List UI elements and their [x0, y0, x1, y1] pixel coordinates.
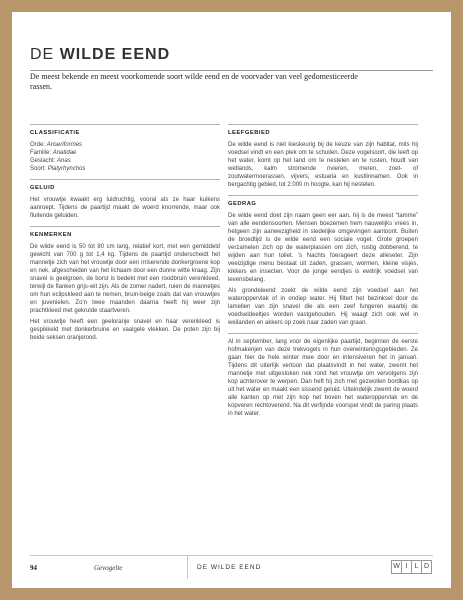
wild-letter: W: [391, 560, 402, 574]
section-divider: [30, 124, 220, 125]
left-column: [30, 124, 220, 348]
section-gedrag: [228, 195, 418, 418]
section-label: LEEFGEBIED: [228, 130, 271, 136]
section-divider: [228, 195, 418, 196]
section-classificatie: [30, 124, 220, 173]
section-leefgebied: [228, 124, 418, 189]
title-main: WILDE EEND: [59, 46, 171, 63]
gedrag-paragraph: Als grondeleend zoekt de wilde eend zijn voedsel aan het wateroppervlak of in ondiep water. Hij filtert het bezinksel door de lamellen van zijn snavel die als een zeef fungeren waarbij de voedseldeeltjes worden vastgehouden. Hij waagt zich ook wel in weilanden en akkers op zoek naar zaden van graan.: [228, 288, 418, 326]
wild-logo: [392, 560, 432, 574]
gedrag-paragraph: Al in september, lang voor de eigenlijke paartijd, beginnen de eerste hofmakerijen van deze trekvogels in hun overwinteringsgebieden. Ze gaan hier de hele winter mee door en intensiveren het in januari. Tijdens dit uiterlijk vertoon dat plaatsvindt in het water, zwemt het mannetje met uitgestoken nek rond het vrouwtje om vervolgens zijn kop achterover te werpen. Dan heft hij zich met gezwollen bordkas op uit het water en maakt een sissend geluid. Uiteindelijk zwemt de woerd alle kanten op met zijn kop net boven het wateroppervlak en de kopveren rechtoverend. Na dit verfijnde voorspel vindt de paring plaats in het water.: [228, 339, 418, 417]
section-label: GELUID: [30, 185, 55, 191]
gedrag-paragraph: De wilde eend doet zijn naam geen eer aan, hij is de meest “tamme” van alle eendensoorten. Mensen boezemen hem nauwelijks vrees in, hetgeen zijn aanwezigheid in stedelijke omgevingen aantoont. Buiten de broedtijd is de wilde eend een sociale vogel. Grote groepen verzamelen zich op de waterplassen om zich, rustig dobberend, te wijden aan hun toilet. ’s Nachts foerageert deze alleseter. Zijn veelzijdige menu bestaat uit zaden, grassen, wormen, kleine visjes, kikkers en insecten. Voor de jonge eendjes is ewitrijk voedsel van levensbelang.: [228, 213, 418, 283]
section-divider: [228, 124, 418, 125]
wild-letter: D: [421, 560, 432, 574]
page-title: [30, 46, 170, 64]
classification-row: Familie: Anatidae: [30, 150, 77, 156]
page-number: 94: [30, 564, 37, 572]
kenmerken-paragraph: De wilde eend is 50 tot 80 cm lang, relatief kort, met een gemiddeld gewicht van 700 g tot 1,4 kg. Tijdens de paartijd onderscheidt het mannetje zich van het vrouwtje door een irriserende donkergroene kop en nek, afgescheiden van het lichaam door een dunne witte kraag. Zijn snavel is geelgroen, de borst is bedekt met een roodbruin verenkleed, terwijl de flanken grijs-wit zijn. Als de zomer nadert, ruien de mannetjes om hun eclipskleed aan te nemen, bruin-beige zoals dat van vrouwtjes en juvenielen. Zo’n twee maanden daarna heeft hij weer zijn prachtkleed met gekrulde staartveren.: [30, 244, 220, 314]
section-label: GEDRAG: [228, 201, 257, 207]
title-divider: [30, 70, 433, 71]
intro-text: De meest bekende en meest voorkomende soort wilde eend en de voorvader van veel gedomesticeerde rassen.: [30, 72, 358, 91]
section-divider: [30, 179, 220, 180]
book-page: [12, 12, 451, 588]
footer-divider: [30, 555, 433, 556]
right-column: [228, 124, 418, 424]
footer-vertical-divider: [187, 555, 188, 579]
classification-row: Geslacht: Anas: [30, 158, 71, 164]
section-divider: [30, 226, 220, 227]
section-kenmerken: [30, 226, 220, 342]
wild-letter: I: [401, 560, 412, 574]
geluid-text: Het vrouwtje kwaakt erg luidruchtig, vooral als ze haar kuikens aanroept. Tijdens de paartijd maakt de woerd knorrende, maar ook fluitende geluiden.: [30, 197, 220, 219]
wild-letter: L: [411, 560, 422, 574]
footer-title: DE WILDE EEND: [197, 564, 262, 571]
kenmerken-paragraph: Het vrouwtje heeft een geeloranje snavel en haar verenkleed is gespikkeld met donkerbruine en vaalgele vlekken. De poten zijn bij beide seksen oranjerood.: [30, 319, 220, 341]
section-label: KENMERKEN: [30, 232, 72, 238]
classification-row: Orde: Anseriformes: [30, 142, 83, 148]
title-prefix: DE: [30, 46, 55, 63]
leefgebied-text: De wilde eend is niet kieskeurig bij de keuze van zijn habitat, mits hij voedsel vindt en een plek om te schuilen. Deze vogelsoort, die leeft op het water, komt op het land om te nestelen en te rusten, houdt van wetlands, kalm stromende rivieren, meren, zoet- of zoutwatermoerassen, vijvers, estuaria en kustlinnamen. Ook in bergachtig gebied, tot 2.000 m hoogte, kan hij nestelen.: [228, 142, 418, 188]
section-label: CLASSIFICATIE: [30, 130, 80, 136]
section-divider: [228, 333, 418, 334]
chapter-name: Gevogelte: [94, 564, 123, 572]
section-geluid: [30, 179, 220, 220]
classification-row: Soort: Platyrhynchos: [30, 166, 86, 172]
